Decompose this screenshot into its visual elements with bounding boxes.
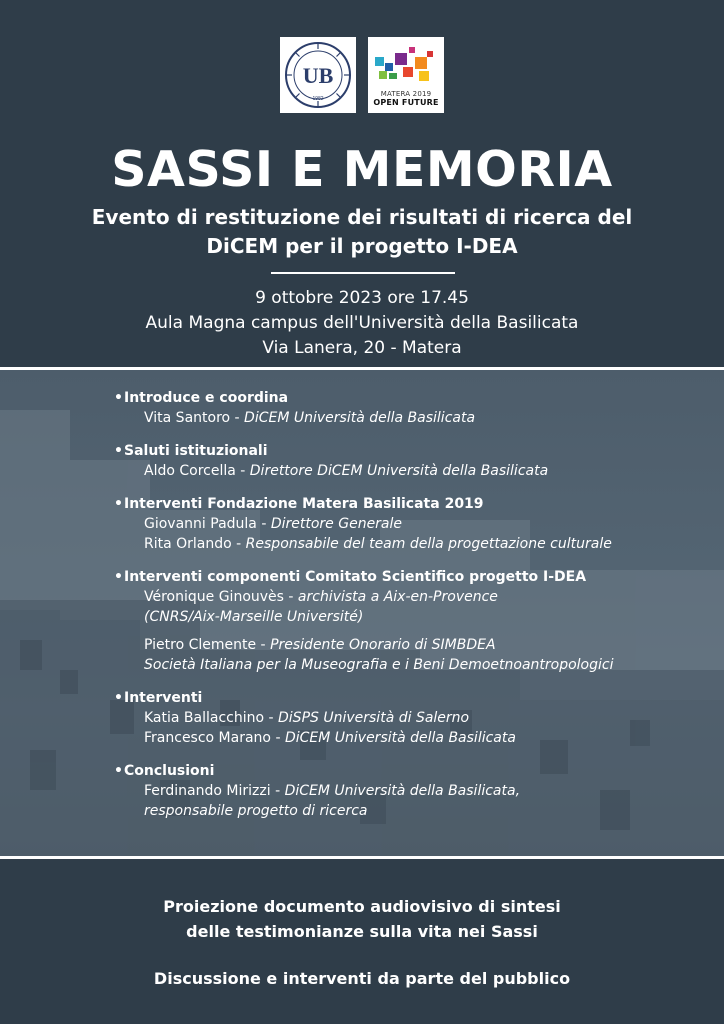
speaker-role: Direttore Generale xyxy=(270,516,403,532)
speaker-entry xyxy=(144,781,714,801)
agenda-section xyxy=(114,441,714,481)
footer-line-1: Proiezione documento audiovisivo di sintesi xyxy=(163,897,561,916)
subtitle-line-2: DiCEM per il progetto I-DEA xyxy=(206,234,518,258)
svg-text:1982: 1982 xyxy=(312,96,324,102)
speaker-entry xyxy=(144,587,714,607)
speaker-name: Pietro Clemente - xyxy=(144,637,271,653)
speaker-role: DiCEM Università della Basilicata xyxy=(284,730,516,746)
program-panel xyxy=(0,367,724,859)
event-address: Via Lanera, 20 - Matera xyxy=(262,338,462,358)
speaker-name: Rita Orlando - xyxy=(144,536,246,552)
section-title: Interventi componenti Comitato Scientifico progetto I-DEA xyxy=(124,569,587,585)
speaker-role: Direttore DiCEM Università della Basilicata xyxy=(249,463,549,479)
section-title: Interventi xyxy=(124,690,203,706)
bullet-icon: • xyxy=(114,569,123,585)
event-title: SASSI E MEMORIA xyxy=(111,141,613,198)
speaker-entry xyxy=(144,635,714,655)
speaker-name: Véronique Ginouvès - xyxy=(144,589,298,605)
matera-mosaic-icon xyxy=(373,43,439,87)
footer-line-2: delle testimonianze sulla vita nei Sassi xyxy=(186,922,538,941)
speaker-entry xyxy=(144,514,714,534)
agenda-list xyxy=(114,388,714,834)
svg-text:UB: UB xyxy=(302,63,334,88)
speaker-entry xyxy=(144,534,714,554)
speaker-name: Aldo Corcella - xyxy=(144,463,250,479)
matera-logo-line2: OPEN FUTURE xyxy=(373,98,439,107)
speaker-name: Giovanni Padula - xyxy=(144,516,271,532)
agenda-section xyxy=(114,567,714,675)
speaker-role: Responsabile del team della progettazione culturale xyxy=(245,536,612,552)
speaker-affiliation: responsabile progetto di ricerca xyxy=(144,803,368,819)
section-title: Interventi Fondazione Matera Basilicata 2019 xyxy=(124,496,484,512)
matera-logo-line1: MATERA 2019 xyxy=(380,90,432,98)
subtitle-line-1: Evento di restituzione dei risultati di ricerca del xyxy=(91,205,633,229)
speaker-entry xyxy=(144,461,714,481)
speaker-entry xyxy=(144,708,714,728)
matera-2019-logo xyxy=(368,37,444,113)
bullet-icon: • xyxy=(114,496,123,512)
bullet-icon: • xyxy=(114,390,123,406)
event-details xyxy=(0,286,724,361)
unibas-seal-icon xyxy=(283,40,353,110)
discussion-note: Discussione e interventi da parte del pubblico xyxy=(153,969,571,988)
title-divider xyxy=(271,272,455,274)
section-title: Introduce e coordina xyxy=(124,390,289,406)
speaker-affiliation: Società Italiana per la Museografia e i Beni Demoetnoantropologici xyxy=(144,657,614,673)
section-title: Conclusioni xyxy=(124,763,215,779)
agenda-section xyxy=(114,688,714,748)
event-venue: Aula Magna campus dell'Università della Basilicata xyxy=(145,313,579,333)
speaker-name: Ferdinando Mirizzi - xyxy=(144,783,285,799)
speaker-role: Presidente Onorario di SIMBDEA xyxy=(270,637,496,653)
agenda-section xyxy=(114,388,714,428)
speaker-name: Vita Santoro - xyxy=(144,410,245,426)
unibas-logo xyxy=(280,37,356,113)
speaker-affiliation: (CNRS/Aix-Marseille Université) xyxy=(144,609,364,625)
screening-note xyxy=(0,894,724,944)
speaker-role: archivista a Aix-en-Provence xyxy=(297,589,498,605)
speaker-role: DiSPS Università di Salerno xyxy=(278,710,470,726)
agenda-section xyxy=(114,494,714,554)
bullet-icon: • xyxy=(114,690,123,706)
event-subtitle xyxy=(0,203,724,261)
speaker-entry xyxy=(144,728,714,748)
speaker-role: DiCEM Università della Basilicata xyxy=(244,410,476,426)
speaker-entry xyxy=(144,408,714,428)
speaker-name: Katia Ballacchino - xyxy=(144,710,279,726)
speaker-role: DiCEM Università della Basilicata, xyxy=(284,783,521,799)
bullet-icon: • xyxy=(114,443,123,459)
logo-row xyxy=(0,37,724,113)
speaker-name: Francesco Marano - xyxy=(144,730,285,746)
event-date: 9 ottobre 2023 ore 17.45 xyxy=(255,288,469,308)
bullet-icon: • xyxy=(114,763,123,779)
section-title: Saluti istituzionali xyxy=(124,443,268,459)
agenda-section xyxy=(114,761,714,821)
